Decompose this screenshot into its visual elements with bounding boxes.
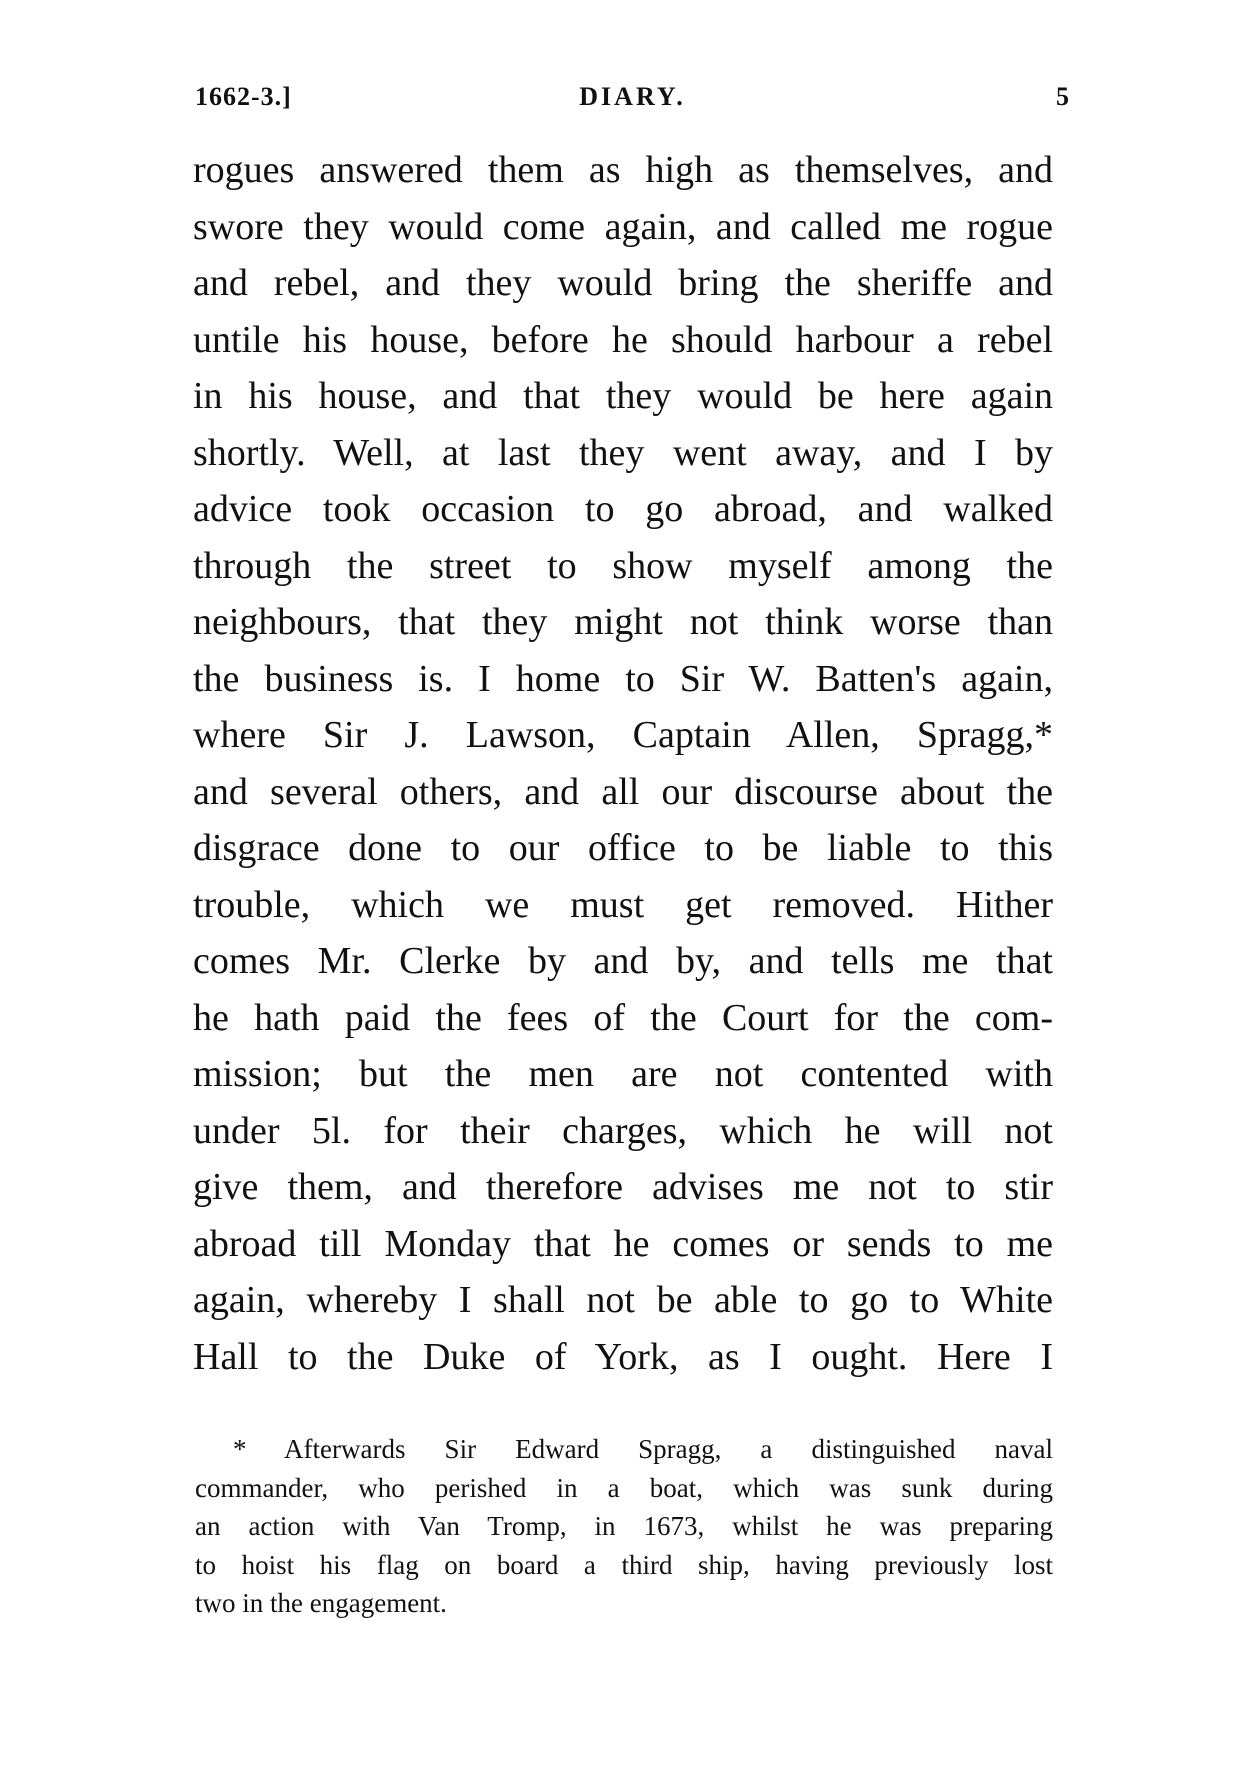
text-line: neighbours, that they might not think worse than [193, 601, 1053, 643]
text-line: under 5l. for their charges, which he will not [193, 1109, 1053, 1152]
page-number: 5 [1056, 82, 1070, 111]
text-line: in his house, and that they would be here again [193, 375, 1053, 417]
text-line: comes Mr. Clerke by and by, and tells me that [193, 940, 1053, 982]
footnote-line: an action with Van Tromp, in 1673, whilst he was preparing [195, 1511, 1053, 1541]
text-line: rogues answered them as high as themselves, and [193, 149, 1053, 191]
text-line: and several others, and all our discourse about the [193, 770, 1053, 813]
footnote-line: two in the engagement. [195, 1588, 447, 1618]
main-text [193, 142, 1053, 1385]
text-line: where Sir J. Lawson, Captain Allen, Spragg,* [193, 714, 1053, 756]
text-line: abroad till Monday that he comes or sends to me [193, 1222, 1053, 1265]
footnote-line: to hoist his flag on board a third ship, having previously lost [195, 1549, 1053, 1580]
text-line: the business is. I home to Sir W. Batten's again, [193, 657, 1053, 700]
text-line: through the street to show myself among the [193, 544, 1053, 587]
footnote-line: * Afterwards Sir Edward Spragg, a distinguished naval [233, 1434, 1053, 1464]
text-line: untile his house, before he should harbour a rebel [193, 318, 1053, 361]
text-line: and rebel, and they would bring the sheriffe and [193, 262, 1053, 304]
text-line: Hall to the Duke of York, as I ought. Here I [193, 1335, 1053, 1378]
text-line: shortly. Well, at last they went away, and I by [193, 431, 1053, 474]
text-line: swore they would come again, and called me rogue [193, 205, 1053, 248]
footnote [195, 1430, 1053, 1623]
text-line: again, whereby I shall not be able to go to White [193, 1279, 1053, 1321]
header-title: DIARY. [579, 82, 686, 111]
text-line: trouble, which we must get removed. Hither [193, 883, 1053, 926]
text-line: mission; but the men are not contented with [193, 1053, 1053, 1095]
running-header [195, 82, 1070, 122]
text-line: he hath paid the fees of the Court for the com- [193, 996, 1053, 1039]
text-line: advice took occasion to go abroad, and walked [193, 488, 1053, 530]
text-line: disgrace done to our office to be liable to this [193, 827, 1053, 869]
header-date-range: 1662-3.] [195, 82, 292, 111]
text-line: give them, and therefore advises me not to stir [193, 1166, 1053, 1208]
footnote-line: commander, who perished in a boat, which was sunk during [195, 1472, 1053, 1503]
